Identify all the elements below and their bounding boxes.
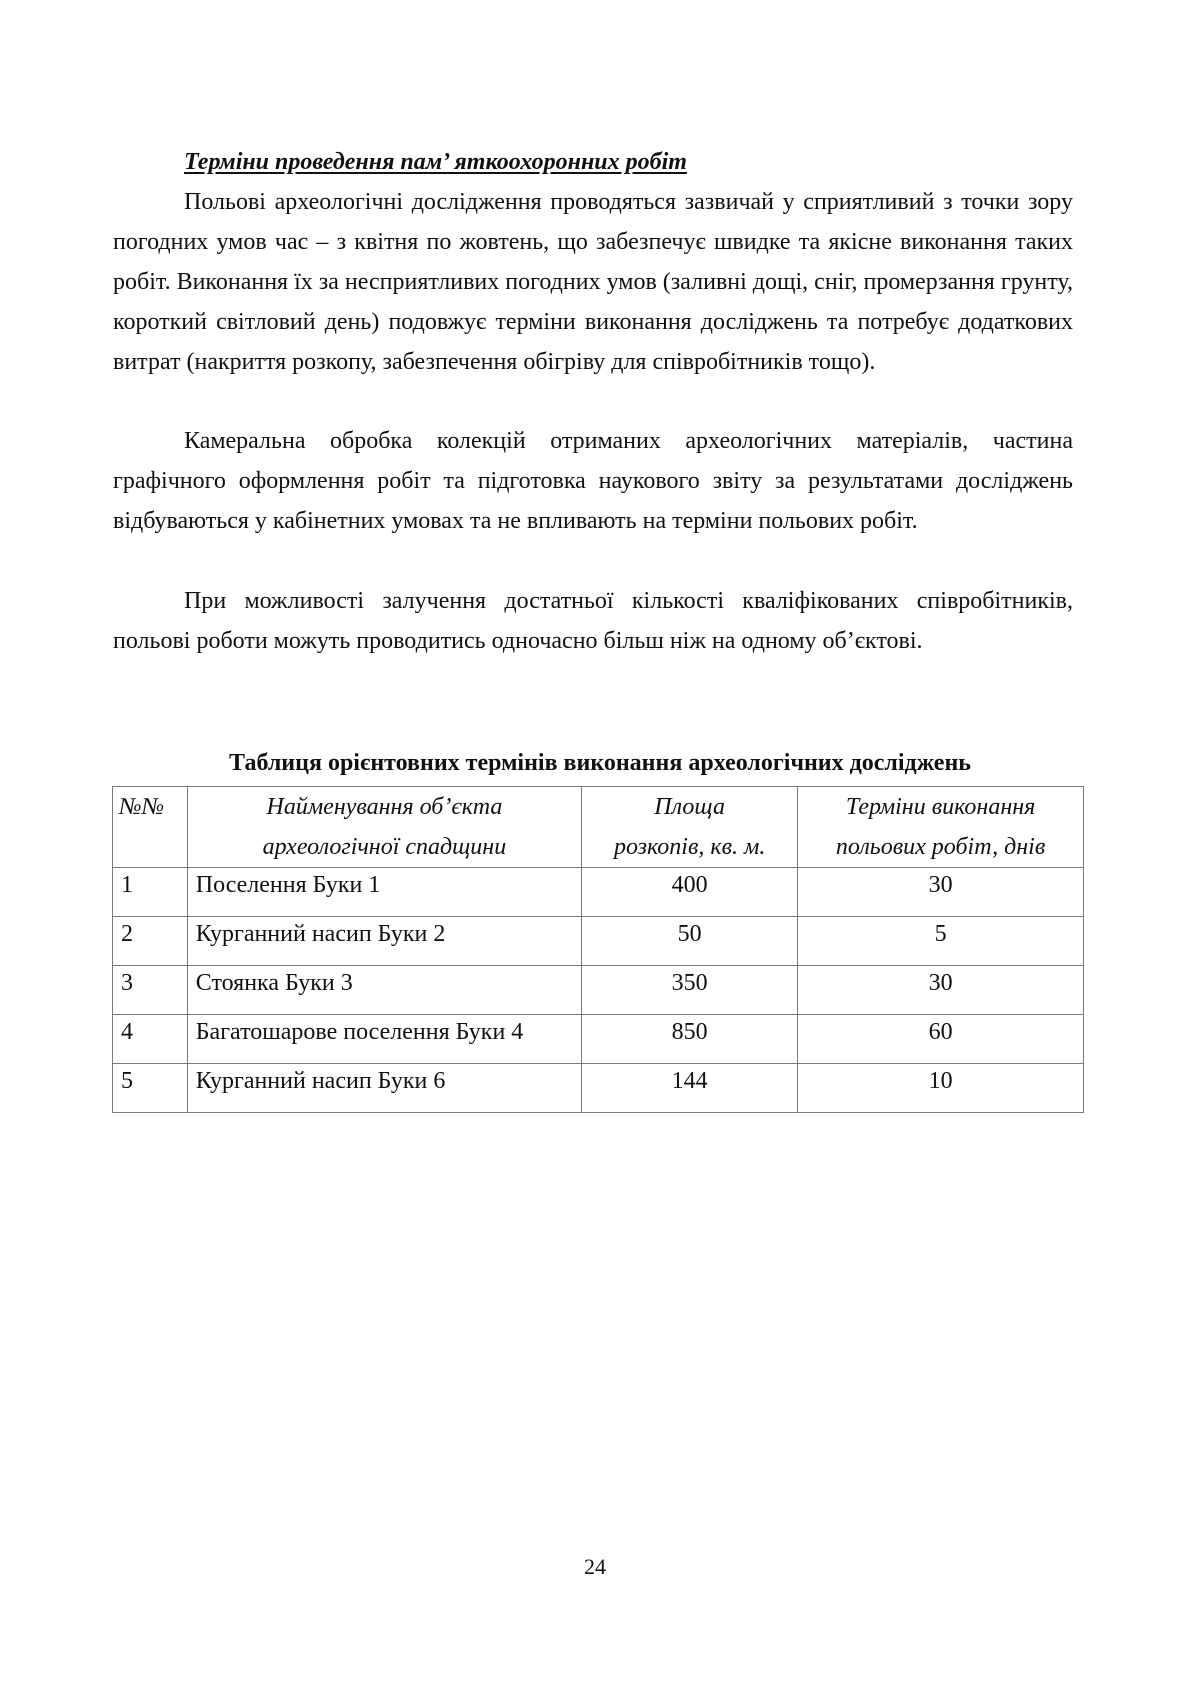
cell-area: 850 [582,1015,798,1064]
cell-name: Курганний насип Буки 2 [187,917,581,966]
table-row [113,868,1084,917]
page-number: 24 [584,1554,606,1579]
table-row [113,917,1084,966]
header-num-label: №№ [119,794,165,820]
header-term-line1: Терміни виконання [845,794,1036,820]
cell-days: 5 [798,917,1084,966]
paragraph-text: Камеральна обробка колекцій отриманих археологічних матеріалів, частина графічного оформлення робіт та підготовка наукового звіту за результатами досліджень відбуваються у кабінетних умовах та не впливають на терміни польових робіт. [113,428,1073,534]
table-row [113,1064,1084,1113]
table-title: Таблиця орієнтовних термінів виконання археологічних досліджень [229,750,971,776]
cell-area: 144 [582,1064,798,1113]
cell-num: 5 [113,1064,188,1113]
paragraph-office-processing [113,421,1073,541]
cell-num: 2 [113,917,188,966]
cell-name: Багатошарове поселення Буки 4 [187,1015,581,1064]
header-term-line2: польових робіт, днів [835,834,1046,860]
header-area [582,787,798,868]
cell-area: 400 [582,868,798,917]
header-num [113,787,188,868]
cell-days: 60 [798,1015,1084,1064]
cell-num: 1 [113,868,188,917]
table-header-row [113,787,1084,868]
cell-name: Стоянка Буки 3 [187,966,581,1015]
paragraph-text: Польові археологічні дослідження проводяться зазвичай у сприятливий з точки зору погодних умов час – з квітня по жовтень, що забезпечує швидке та якісне виконання таких робіт. Виконання їх за несприятливих погодних умов (заливні дощі, сніг, промерзання грунту, короткий світловий день) подовжує терміни виконання досліджень та потребує додаткових витрат (накриття розкопу, забезпечення обігріву для співробітників тощо). [113,189,1073,375]
cell-area: 50 [582,917,798,966]
cell-area: 350 [582,966,798,1015]
cell-name: Курганний насип Буки 6 [187,1064,581,1113]
research-terms-table [112,786,1084,1113]
header-name-line1: Найменування об’єкта [266,794,503,820]
cell-days: 30 [798,868,1084,917]
cell-num: 3 [113,966,188,1015]
header-name [187,787,581,868]
cell-days: 30 [798,966,1084,1015]
cell-days: 10 [798,1064,1084,1113]
table-row [113,966,1084,1015]
paragraph-text: При можливості залучення достатньої кількості кваліфікованих співробітників, польові роботи можуть проводитись одночасно більш ніж на одному об’єктові. [113,588,1073,654]
header-area-line2: розкопів, кв. м. [613,834,766,860]
header-name-line2: археологічної спадщини [262,834,507,860]
table-row [113,1015,1084,1064]
paragraph-parallel-work [113,581,1073,661]
header-term [798,787,1084,868]
section-heading: Терміни проведення пам’ яткоохоронних робіт [184,149,687,175]
cell-name: Поселення Буки 1 [187,868,581,917]
cell-num: 4 [113,1015,188,1064]
paragraph-field-timing [113,182,1073,382]
header-area-line1: Площа [654,794,726,820]
